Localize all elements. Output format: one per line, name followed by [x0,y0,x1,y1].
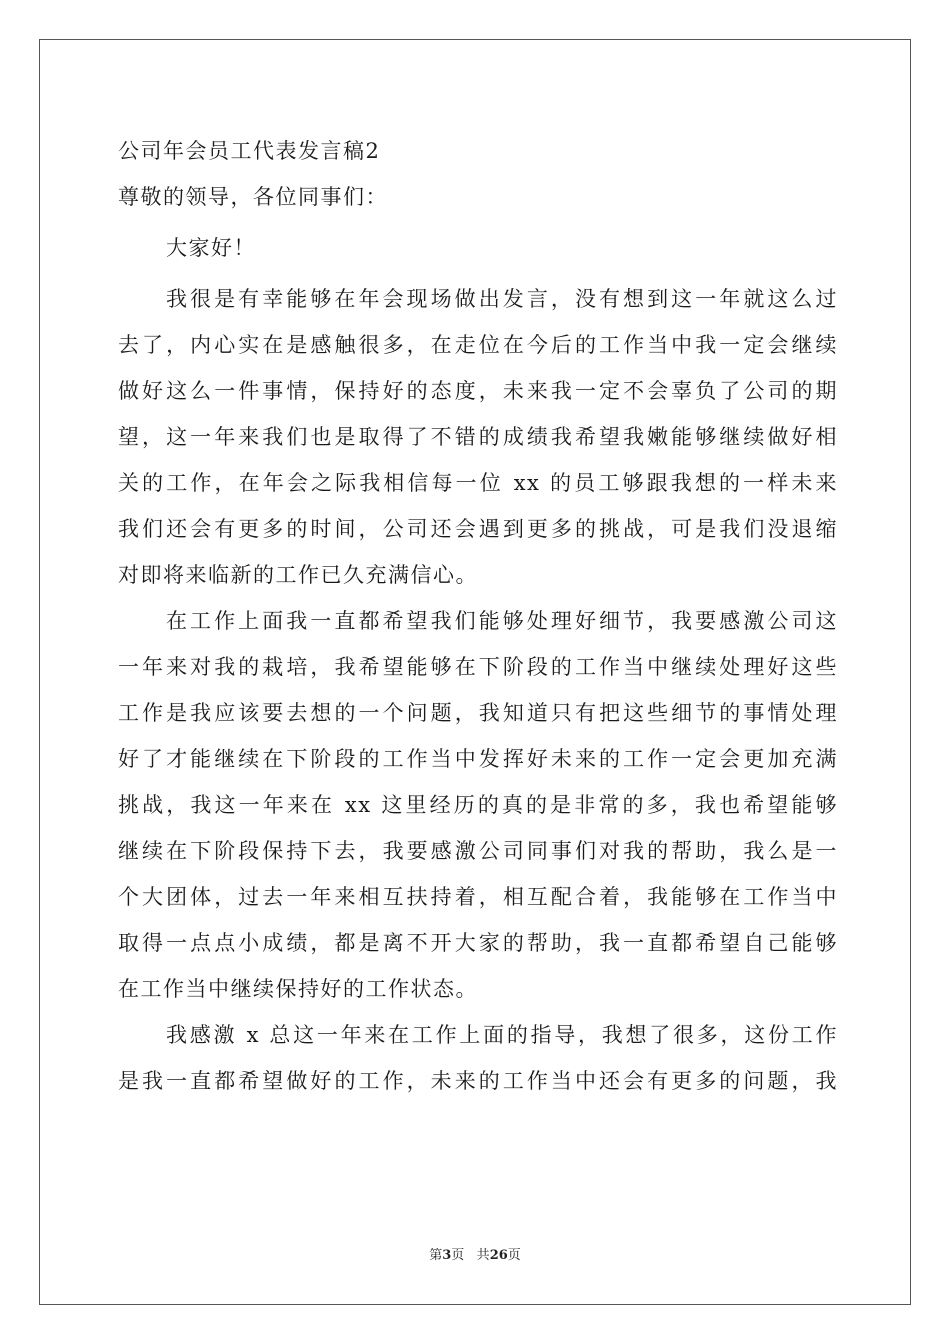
paragraph-line: 继续在下阶段保持下去，我要感激公司同事们对我的帮助，我么是一 [118,839,838,863]
paragraph-1 [118,276,838,598]
paragraph-line: 工作是我应该要去想的一个问题，我知道只有把这些细节的事情处理 [118,701,838,725]
page-number: 3 [442,1248,452,1263]
paragraph-3 [118,1012,838,1104]
paragraph-line: 我感激 x 总这一年来在工作上面的指导，我想了很多，这份工作 [166,1023,838,1047]
total-pages: 26 [489,1248,508,1263]
paragraph-line: 去了，内心实在是感触很多，在走位在今后的工作当中我一定会继续 [118,333,838,357]
paragraph-line: 做好这么一件事情，保持好的态度，未来我一定不会辜负了公司的期 [118,379,838,403]
page-footer [0,1244,950,1263]
page-prefix: 第 [429,1248,443,1263]
paragraph-line: 挑战，我这一年来在 xx 这里经历的真的是非常的多，我也希望能够 [118,793,838,817]
total-suffix: 页 [507,1248,521,1263]
document-body [118,128,838,1104]
paragraph-line: 对即将来临新的工作已久充满信心。 [118,563,478,587]
paragraph-line: 我很是有幸能够在年会现场做出发言，没有想到这一年就这么过 [166,287,838,311]
paragraph-line: 是我一直都希望做好的工作，未来的工作当中还会有更多的问题，我 [118,1069,838,1093]
paragraph-line: 好了才能继续在下阶段的工作当中发挥好未来的工作一定会更加充满 [118,747,838,771]
paragraph-line: 在工作当中继续保持好的工作状态。 [118,977,478,1001]
paragraph-line: 取得一点点小成绩，都是离不开大家的帮助，我一直都希望自己能够 [118,931,838,955]
paragraph-line: 个大团体，过去一年来相互扶持着，相互配合着，我能够在工作当中 [118,885,838,909]
document-title: 公司年会员工代表发言稿2 [118,139,381,163]
paragraph-2 [118,598,838,1012]
page-suffix: 页 [451,1248,465,1263]
paragraph-line: 望，这一年来我们也是取得了不错的成绩我希望我嫩能够继续做好相 [118,425,838,449]
paragraph-line: 一年来对我的栽培，我希望能够在下阶段的工作当中继续处理好这些 [118,655,838,679]
paragraph-line: 关的工作，在年会之际我相信每一位 xx 的员工够跟我想的一样未来 [118,471,838,495]
paragraph-line: 我们还会有更多的时间，公司还会遇到更多的挑战，可是我们没退缩 [118,517,838,541]
total-prefix: 共 [476,1248,490,1263]
paragraph-line: 在工作上面我一直都希望我们能够处理好细节，我要感激公司这 [166,609,838,633]
salutation: 尊敬的领导，各位同事们： [118,185,388,209]
greeting: 大家好！ [166,236,256,260]
